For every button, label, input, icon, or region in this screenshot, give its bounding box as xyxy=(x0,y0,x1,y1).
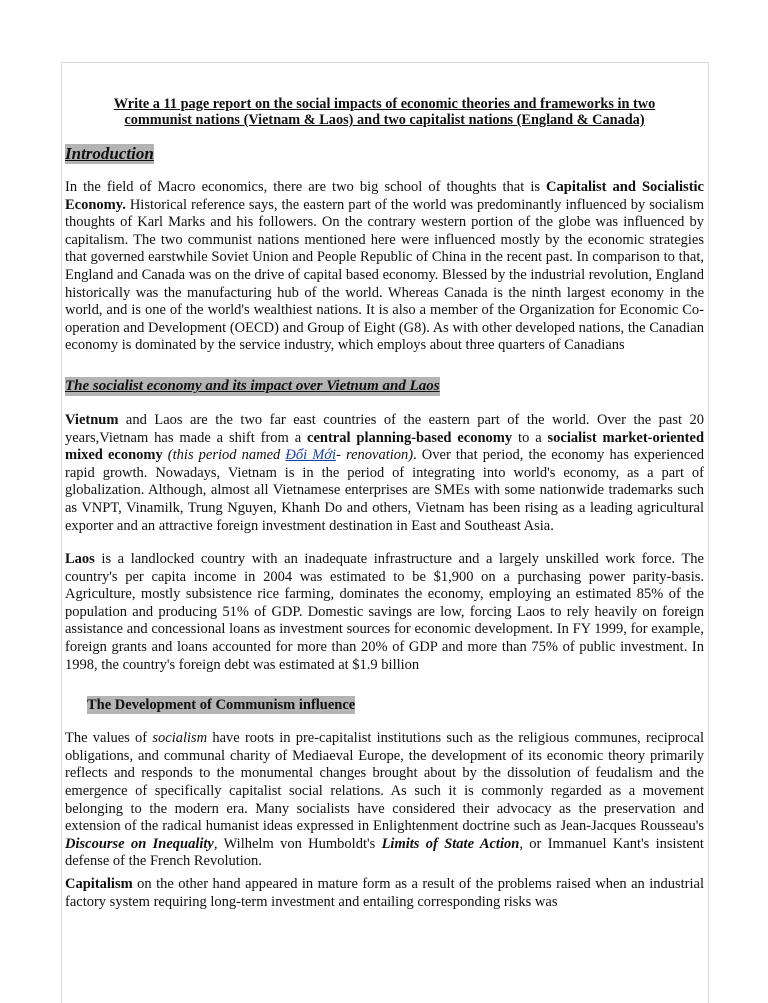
paragraph-laos xyxy=(65,551,704,674)
heading-development-communism: The Development of Communism influence xyxy=(87,697,356,714)
text-run: socialist market-oriented mixed economy xyxy=(65,429,705,464)
text-run: Capitalist and Socialistic Economy. xyxy=(65,179,704,213)
text-run: and Laos are the two far east countries of the eastern part of the world. Over the past 20 years,Vietnam has made a shift from a xyxy=(65,411,704,446)
text-run: have roots in pre-capitalist institutions such as the religious communes, reciprocal obligations, and communal charity of Mediaeval Europe, the development of its economic theory primarily reflects and responds to the monumental changes brought about by the dissolution of feudalism and the emergence of specifically capitalist social relations. As such it is commonly regarded as a movement belonging to the modern era. Many socialists have considered their advocacy as the preservation and extension of the radical humanist ideas expressed in Enlightenment doctrine such as Jean-Jacques Rousseau's xyxy=(65,730,704,835)
text-run: is a landlocked country with an inadequate infrastructure and a largely unskilled work force. The country's per capita income in 2004 was estimated to be $1,900 on a purchasing power parity-basis. Agriculture, mostly subsistence rice farming, dominates the economy, employing an estimated 85% of the population and producing 51% of GDP. Domestic savings are low, forcing Laos to rely heavily on foreign assistance and concessional loans as investment sources for economic development. In FY 1999, for example, foreign grants and loans accounted for more than 20% of GDP and more than 75% of public investment. In 1998, the country's foreign debt was estimated at $1.9 billion xyxy=(65,551,704,673)
text-run: Laos xyxy=(65,551,95,568)
text-run: (this period named xyxy=(162,447,286,464)
text-run: , Wilhelm von Humboldt's xyxy=(213,835,382,852)
doi-moi-link[interactable]: Đổi Mới xyxy=(285,447,337,464)
text-run: Vietnum xyxy=(65,411,119,428)
text-run: Historical reference says, the eastern part of the world was predominantly influenced by socialism thoughts of Karl Marks and his followers. On the contrary western portion of the globe was influenced by capitalism. The two communist nations mentioned here were influenced mostly by the economic strategies that governed earstwhile Soviet Union and People Republic of China in the recent past. In comparison to that, England and Canada was on the drive of capital based economy. Blessed by the industrial revolution, England historically was the manufacturing hub of the world. Whereas Canada is the ninth largest economy in the world, and is one of the world's wealthiest nations. It is also a member of the Organization for Economic Co-operation and Development (OECD) and Group of Eight (G8). As with other developed nations, the Canadian economy is dominated by the service industry, which employs about three quarters of Canadians xyxy=(65,196,704,354)
paragraph-intro xyxy=(65,179,704,355)
text-run: , or Immanuel Kant's insistent defense of the French Revolution. xyxy=(65,835,704,870)
text-run: on the other hand appeared in mature form as a result of the problems raised when an industrial factory system requiring long-term investment and entailing corresponding risks was xyxy=(65,876,704,910)
report-title xyxy=(65,96,704,128)
document-page xyxy=(61,62,709,1003)
text-run: . Over that period, the economy has experienced rapid growth. Nowadays, Vietnam is in the period of integrating into world's economy, as a part of globalization. Although, almost all Vietnamese enterprises are SMEs with some nationwide trademarks such as VNPT, Vinamilk, Trung Nguyen, Khanh Do and others, Vietnam has been rising as a leading agricultural exporter and an attractive foreign investment destination in East and Southeast Asia. xyxy=(65,447,704,534)
text-run: In the field of Macro economics, there are two big school of thoughts that is xyxy=(65,179,547,195)
text-run: Limits of State Action xyxy=(381,835,520,852)
text-run: The values of xyxy=(65,730,153,747)
title-line: communist nations (Vietnam & Laos) and two capitalist nations (England & Canada) xyxy=(124,112,645,128)
paragraph-capitalism xyxy=(65,876,704,911)
text-run: to a xyxy=(512,429,548,446)
text-run: Discourse on Inequality xyxy=(65,835,214,852)
text-run: Capitalism xyxy=(65,876,133,892)
text-run: socialism xyxy=(152,730,208,747)
text-run: central planning-based economy xyxy=(307,429,513,446)
paragraph-values-socialism xyxy=(65,730,704,871)
title-line: Write a 11 page report on the social impacts of economic theories and frameworks in two xyxy=(113,96,656,112)
heading-introduction: Introduction xyxy=(65,144,154,163)
heading-socialist-economy: The socialist economy and its impact over Vietnum and Laos xyxy=(65,377,440,394)
text-run: - renovation) xyxy=(336,447,414,464)
paragraph-vietnam xyxy=(65,412,704,535)
